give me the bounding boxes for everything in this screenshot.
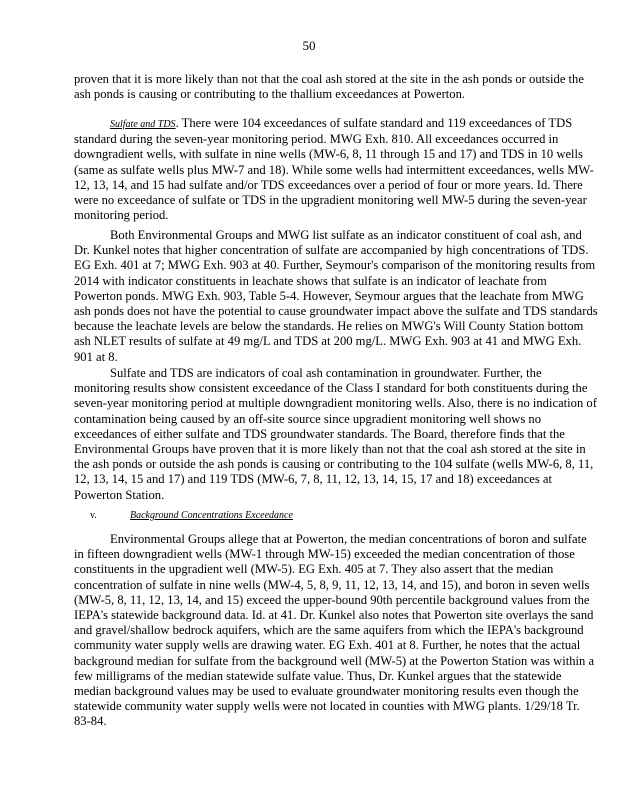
paragraph-sulfate-tds [74, 116, 598, 223]
paragraph-text: proven that it is more likely than not that the coal ash stored at the site in the ash ponds or outside the ash ponds is causing or contributing to the thallium exceedances at Powerton. [74, 72, 584, 102]
paragraph-text: . There were 104 exceedances of sulfate standard and 119 exceedances of TDS standard during the seven-year monitoring period. MWG Exh. 810. All exceedances occurred in downgradient wells, with sulfate in nine wells (MW-6, 8, 11 through 15 and 17) and TDS in 10 wells (same as sulfate wells plus MW-7 and 18). While some wells had intermittent exceedances, wells MW-12, 13, 14, and 15 had sulfate and/or TDS exceedances over a period of four or more years. Id. There were no exceedance of sulfate or TDS in the upgradient monitoring well MW-5 during the seven-year monitoring period. [74, 116, 594, 223]
paragraph-text: Both Environmental Groups and MWG list sulfate as an indicator constituent of coal ash, and Dr. Kunkel notes that higher concentration of sulfate are accompanied by high concentrations of TDS. EG Exh. 401 at 7; MWG Exh. 903 at 40. Further, Seymour's comparison of the monitoring results from 2014 with indicator constituents in leachate shows that sulfate is an indicator of leachate from Powerton ponds. MWG Exh. 903, Table 5-4. However, Seymour argues that the leachate from MWG ash ponds does not have the potential to cause groundwater impact above the sulfate and TDS standards because the leachate levels are below the standards. He relies on MWG's Will County Station bottom ash NLET results of sulfate at 49 mg/L and TDS at 200 mg/L. MWG Exh. 903 at 41 and MWG Exh. 901 at 8. [74, 228, 598, 364]
heading-number: v. [90, 510, 97, 521]
paragraph-text: Environmental Groups allege that at Powerton, the median concentrations of boron and sulfate in fifteen downgradient wells (MW-1 through MW-15) exceeded the median concentration of those constituents in the upgradient well (MW-5). EG Exh. 405 at 7. They also assert that the median concentration of sulfate in nine wells (MW-4, 5, 8, 9, 11, 12, 13, 14, and 15), and boron in seven wells (MW-5, 8, 11, 12, 13, 14, and 15) exceed the upper-bound 90th percentile background values from the IEPA's statewide background data. Id. at 41. Dr. Kunkel also notes that Powerton site overlays the sand and gravel/shallow bedrock aquifers, which are the same aquifers from which the IEPA's background community water supply wells are drawing water. EG Exh. 401 at 8. Further, he notes that the actual background median for sulfate from the background well (MW-5) at the Powerton Station was within a few milligrams of the median statewide sulfate value. Thus, Dr. Kunkel argues that the statewide median background values may be used to evaluate groundwater monitoring results even though the statewide community water supply wells were not located in counties with MWG plants. 1/29/18 Tr. 83-84. [74, 532, 595, 729]
paragraph-indicator [74, 228, 598, 365]
page-number: 50 [302, 38, 316, 53]
paragraph-background [74, 532, 598, 730]
paragraph-text: Sulfate and TDS are indicators of coal ash contamination in groundwater. Further, the monitoring results show consistent exceedance of the Class I standard for both constituents during the seven-year monitoring period at multiple downgradient monitoring wells. Also, there is no indication of contamination being caused by an off-site source since upgradient monitoring well shows no exceedances of either sulfate and TDS groundwater standards. The Board, therefore finds that the Environmental Groups have proven that it is more likely than not that the coal ash stored at the site in the ash ponds or outside the ash ponds is causing or contributing to the 104 sulfate (wells MW-6, 8, 11, 12, 13, 14, 15 and 17) and 119 TDS (MW-6, 7, 8, 11, 12, 13, 14, 15, 17 and 18) exceedances at Powerton Station. [74, 366, 597, 502]
paragraph-continuation [74, 72, 598, 102]
paragraph-conclusion [74, 366, 598, 503]
section-subheading: Sulfate and TDS [110, 119, 176, 130]
heading-title: Background Concentrations Exceedance [130, 510, 293, 521]
section-heading [74, 508, 598, 523]
